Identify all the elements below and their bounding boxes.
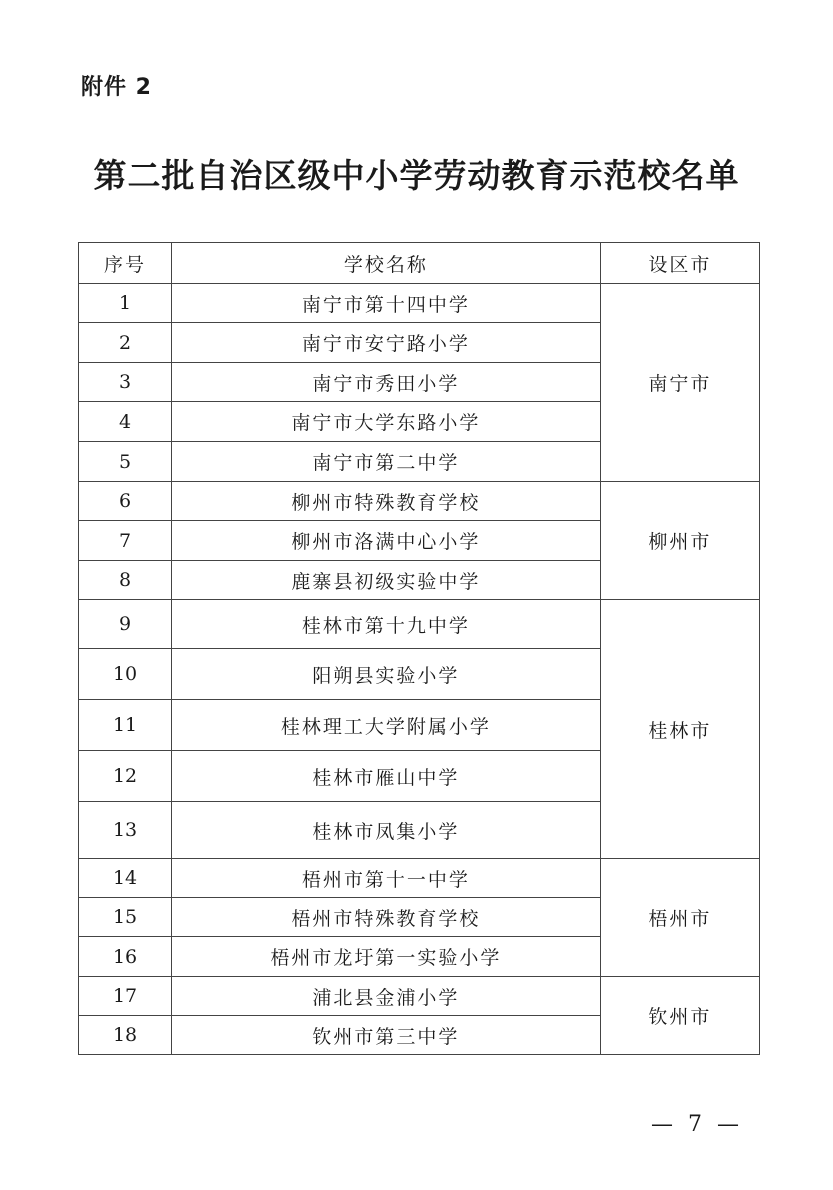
serial-number-cell: 18: [79, 1016, 172, 1055]
city-cell: 柳州市: [600, 482, 759, 600]
school-name-cell: 南宁市第十四中学: [172, 284, 601, 323]
school-name-cell: 桂林市第十九中学: [172, 600, 601, 649]
serial-number-cell: 9: [79, 600, 172, 649]
serial-number-cell: 1: [79, 284, 172, 323]
school-name-cell: 南宁市大学东路小学: [172, 402, 601, 442]
school-name-cell: 梧州市龙圩第一实验小学: [172, 937, 601, 977]
serial-number-cell: 5: [79, 442, 172, 482]
table-row: [79, 859, 760, 898]
serial-number-cell: 3: [79, 363, 172, 402]
header-serial-number: 序号: [79, 243, 172, 284]
table-row: [79, 284, 760, 323]
page-number: — 7 —: [651, 1112, 743, 1137]
serial-number-cell: 10: [79, 649, 172, 700]
serial-number-cell: 16: [79, 937, 172, 977]
school-name-cell: 桂林市凤集小学: [172, 802, 601, 859]
school-name-cell: 柳州市洛满中心小学: [172, 521, 601, 561]
school-name-cell: 南宁市安宁路小学: [172, 323, 601, 363]
school-name-cell: 桂林市雁山中学: [172, 751, 601, 802]
serial-number-cell: 7: [79, 521, 172, 561]
serial-number-cell: 4: [79, 402, 172, 442]
school-name-cell: 柳州市特殊教育学校: [172, 482, 601, 521]
city-cell: 桂林市: [600, 600, 759, 859]
table-row: [79, 600, 760, 649]
table-body: [79, 284, 760, 1055]
serial-number-cell: 8: [79, 561, 172, 600]
school-name-cell: 南宁市第二中学: [172, 442, 601, 482]
school-name-cell: 钦州市第三中学: [172, 1016, 601, 1055]
table-header-row: [79, 243, 760, 284]
table-row: [79, 482, 760, 521]
city-cell: 南宁市: [600, 284, 759, 482]
school-name-cell: 梧州市特殊教育学校: [172, 898, 601, 937]
school-name-cell: 梧州市第十一中学: [172, 859, 601, 898]
header-school-name: 学校名称: [172, 243, 601, 284]
attachment-label: 附件 2: [81, 75, 152, 100]
school-list-table: [78, 242, 760, 1055]
page-title: 第二批自治区级中小学劳动教育示范校名单: [93, 156, 740, 195]
serial-number-cell: 15: [79, 898, 172, 937]
school-name-cell: 浦北县金浦小学: [172, 977, 601, 1016]
header-city: 设区市: [600, 243, 759, 284]
school-name-cell: 阳朔县实验小学: [172, 649, 601, 700]
serial-number-cell: 14: [79, 859, 172, 898]
city-cell: 钦州市: [600, 977, 759, 1055]
serial-number-cell: 11: [79, 700, 172, 751]
serial-number-cell: 13: [79, 802, 172, 859]
serial-number-cell: 17: [79, 977, 172, 1016]
serial-number-cell: 2: [79, 323, 172, 363]
serial-number-cell: 12: [79, 751, 172, 802]
school-name-cell: 南宁市秀田小学: [172, 363, 601, 402]
serial-number-cell: 6: [79, 482, 172, 521]
table-row: [79, 977, 760, 1016]
school-name-cell: 桂林理工大学附属小学: [172, 700, 601, 751]
city-cell: 梧州市: [600, 859, 759, 977]
school-name-cell: 鹿寨县初级实验中学: [172, 561, 601, 600]
